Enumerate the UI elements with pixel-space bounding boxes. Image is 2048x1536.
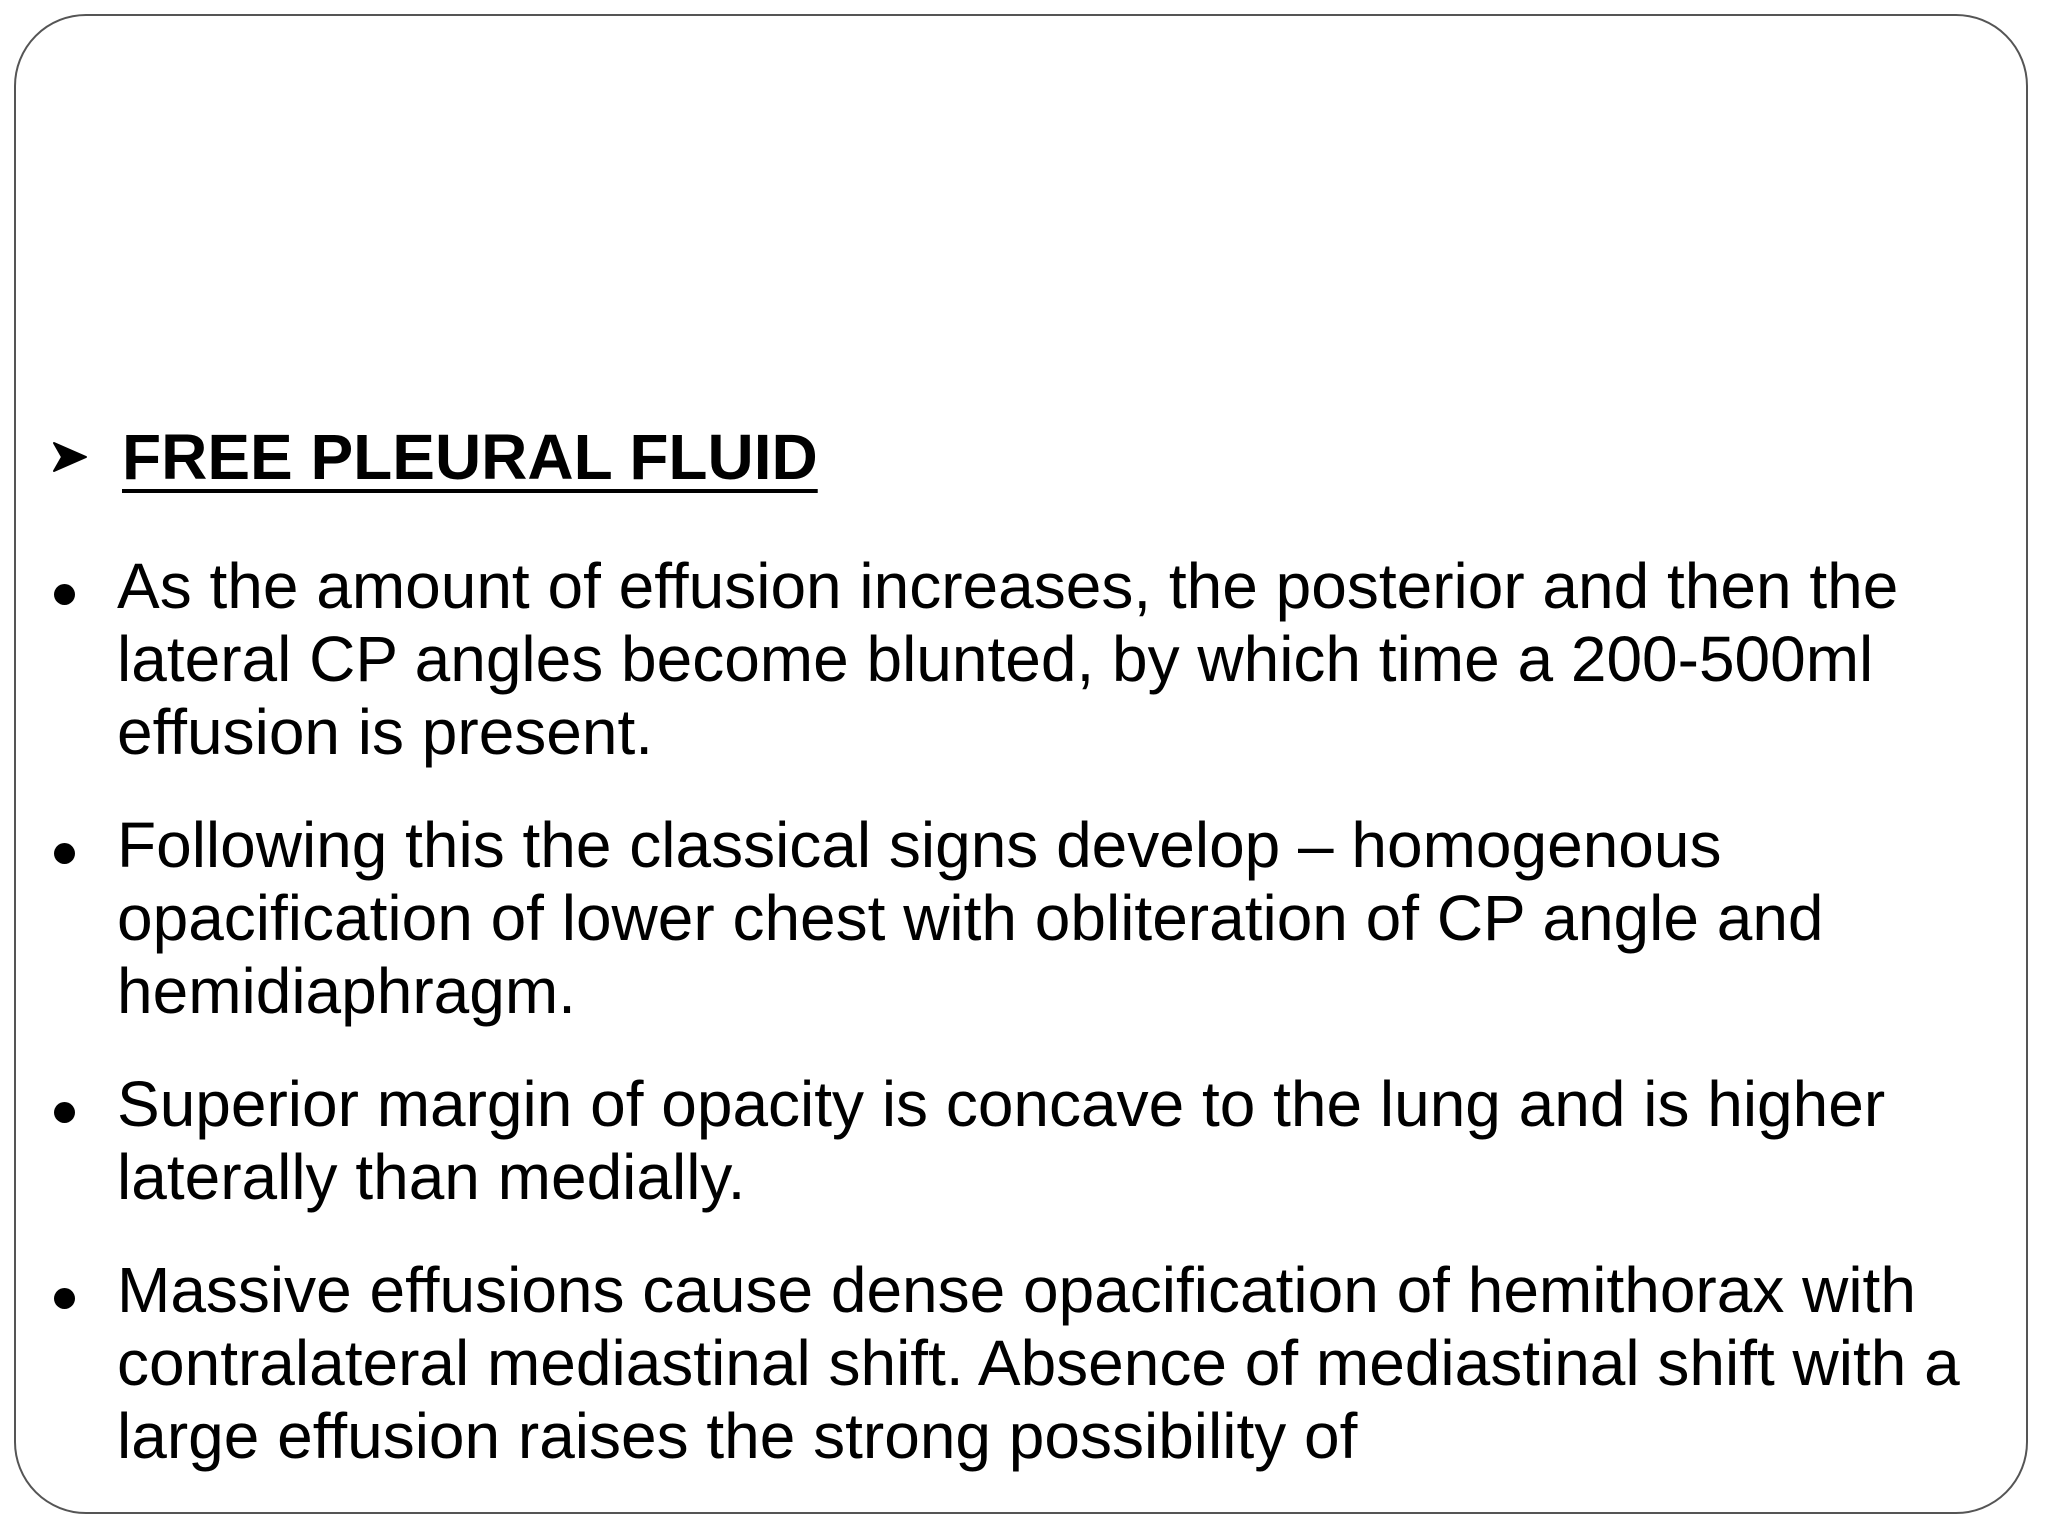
- bullet-dot-icon: [54, 843, 75, 864]
- bullet-dot-icon: [54, 584, 75, 605]
- bullet-item: [50, 550, 2000, 769]
- bullet-dot-icon: [54, 1102, 75, 1123]
- heading-row: [50, 414, 818, 500]
- bullet-text: Massive effusions cause dense opacification of hemithorax with contralateral mediastinal shift. Absence of mediastinal shift with a large effusion raises the strong possibility of: [117, 1254, 1960, 1472]
- bullet-text: Superior margin of opacity is concave to the lung and is higher laterally than medially.: [117, 1068, 1886, 1213]
- arrowhead-bullet-icon: [50, 437, 90, 477]
- bullet-text: As the amount of effusion increases, the posterior and then the lateral CP angles become blunted, by which time a 200-500ml effusion is present.: [117, 550, 1899, 768]
- bullet-list: [50, 550, 2000, 1513]
- bullet-text: Following this the classical signs develop – homogenous opacification of lower chest with obliteration of CP angle and hemidiaphragm.: [117, 809, 1824, 1027]
- bullet-item: [50, 1254, 2000, 1473]
- bullet-dot-icon: [54, 1288, 75, 1309]
- section-heading: FREE PLEURAL FLUID: [122, 421, 818, 493]
- bullet-item: [50, 809, 2000, 1028]
- bullet-item: [50, 1068, 2000, 1214]
